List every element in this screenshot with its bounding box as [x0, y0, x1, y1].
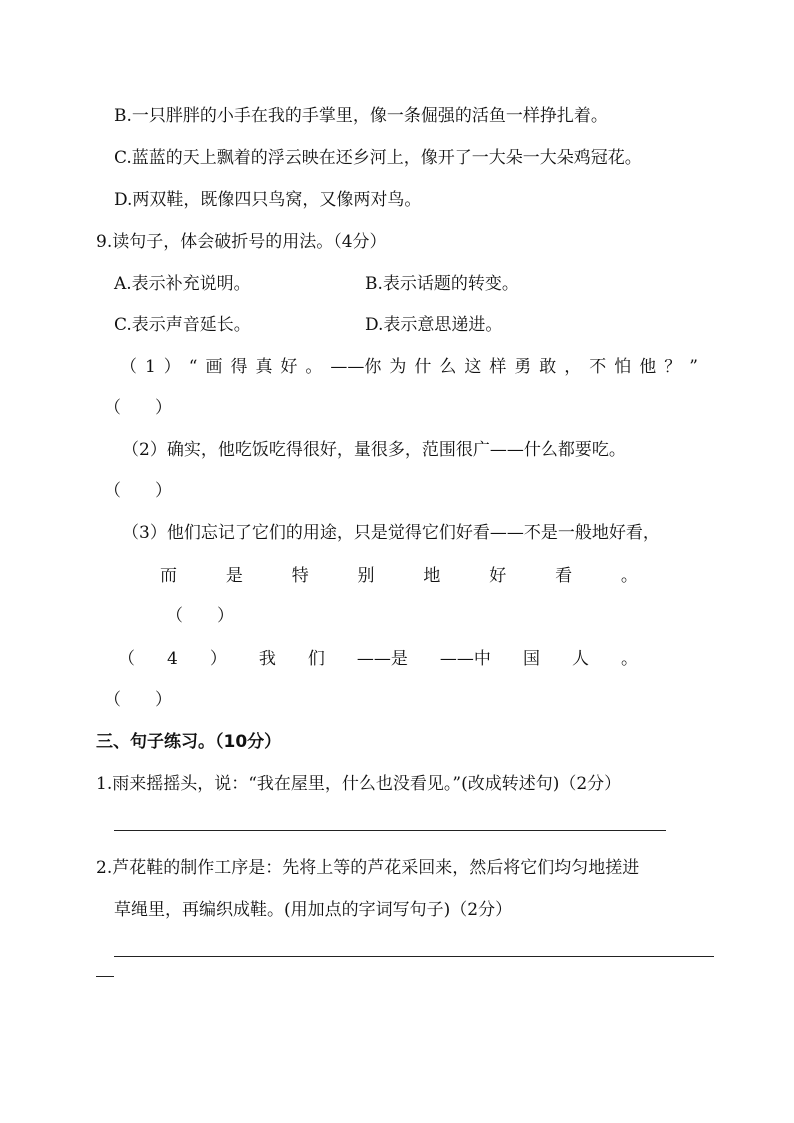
q9-sentence-3-line-2 [160, 564, 638, 588]
char: 好 [489, 566, 507, 586]
char: ——中 [439, 649, 491, 669]
q9-title: 9.读句子，体会破折号的用法。（4分） [96, 232, 387, 252]
char: 而 [160, 566, 177, 586]
char: 什 [414, 357, 432, 377]
answer-line-1[interactable] [114, 830, 666, 831]
char: ——你 [330, 357, 382, 377]
q9-option-a: A.表示补充说明。 [114, 274, 251, 294]
answer-line-2[interactable] [114, 956, 714, 957]
char: 样 [489, 357, 507, 377]
char: ， [564, 357, 582, 377]
char: ） [209, 649, 227, 669]
answer-blank-4[interactable]: （ ） [104, 690, 172, 710]
s3-question-1: 1.雨来摇摇头，说：“我在屋里，什么也没看见。”(改成转述句)（2分） [96, 774, 622, 794]
s3-question-2-text: 2.芦花鞋的制作工序是：先将上等的芦花采回来，然后将它们均匀地搓进 [96, 858, 640, 878]
char: 地 [423, 566, 441, 586]
char: 么 [439, 357, 457, 377]
char: 他 [639, 357, 657, 377]
char: 得 [230, 357, 248, 377]
char: 这 [464, 357, 482, 377]
q9-sentence-4 [118, 647, 638, 671]
char: ——是 [356, 649, 408, 669]
char: 看 [555, 566, 573, 586]
char: 我 [258, 649, 276, 669]
section-3-title: 三、句子练习。（10分） [96, 732, 282, 752]
char: 画 [205, 357, 223, 377]
char: 1 [144, 357, 156, 377]
q9-option-d: D.表示意思递进。 [365, 315, 503, 335]
char: 4 [167, 649, 178, 669]
char: 人 [571, 649, 589, 669]
answer-blank-2[interactable]: （ ） [104, 481, 172, 501]
s3-question-2-line-2: 草绳里，再编织成鞋。(用加点的字词写句子)（2分） [114, 900, 513, 920]
char: 敢 [539, 357, 557, 377]
char: ” [689, 357, 698, 377]
answer-blank-1[interactable]: （ ） [104, 398, 172, 418]
q8-option-d: D.两双鞋，既像四只鸟窝，又像两对鸟。 [114, 190, 422, 210]
char: 国 [522, 649, 540, 669]
char: 勇 [514, 357, 532, 377]
char: 怕 [614, 357, 632, 377]
q9-option-c: C.表示声音延长。 [114, 315, 251, 335]
char: ？ [664, 357, 682, 377]
char: 。 [620, 566, 638, 586]
q8-option-b: B.一只胖胖的小手在我的手掌里，像一条倔强的活鱼一样挣扎着。 [114, 106, 608, 126]
char: ） [163, 357, 181, 377]
char: 好 [280, 357, 298, 377]
char: 是 [225, 566, 243, 586]
char: 们 [307, 649, 325, 669]
char: 。 [305, 357, 323, 377]
char: 特 [291, 566, 309, 586]
q9-sentence-3-line-1: （3）他们忘记了它们的用途，只是觉得它们好看——不是一般地好看， [122, 523, 660, 543]
q9-sentence-2: （2）确实，他吃饭吃得很好，量很多，范围很广——什么都要吃。 [122, 440, 626, 460]
char: （ [118, 649, 135, 669]
answer-line-2-overflow[interactable] [96, 976, 114, 977]
char: 别 [357, 566, 375, 586]
char: “ [188, 357, 198, 377]
s3-question-2-line-1 [96, 856, 639, 880]
q9-option-b: B.表示话题的转变。 [365, 274, 519, 294]
q8-option-c: C.蓝蓝的天上飘着的浮云映在还乡河上，像开了一大朵一大朵鸡冠花。 [114, 148, 642, 168]
answer-blank-3[interactable]: （ ） [166, 606, 234, 626]
char: 不 [589, 357, 607, 377]
char: 。 [620, 649, 638, 669]
char: 为 [389, 357, 407, 377]
q9-sentence-1 [120, 355, 698, 379]
char: 真 [255, 357, 273, 377]
char: （ [120, 357, 137, 377]
